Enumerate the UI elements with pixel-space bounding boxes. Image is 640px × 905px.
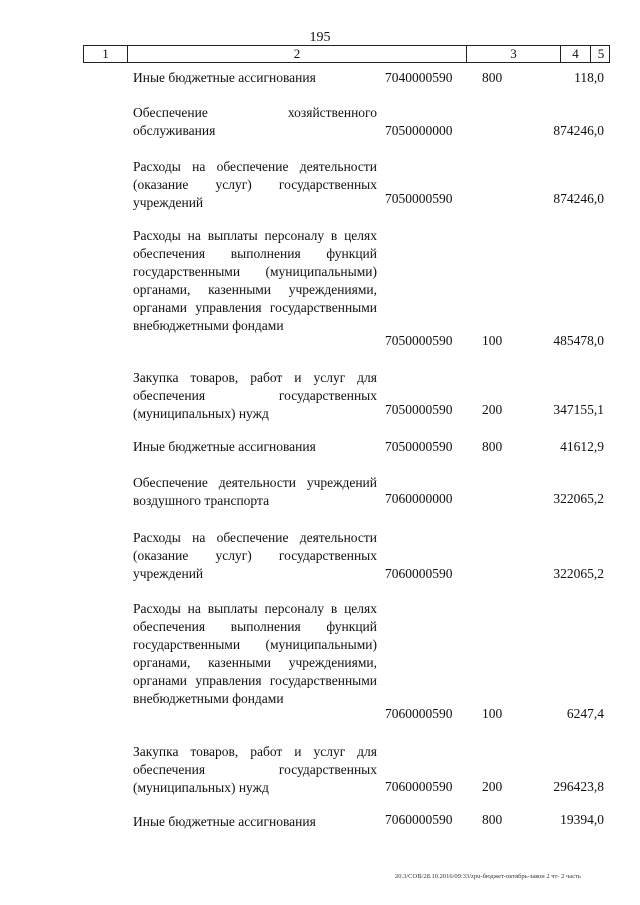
row-name: Расходы на выплаты персоналу в целях обеспечения выполнения функций государственными (муниципальными) органами, казенными учреждениями, органами управления государственными внебюджетными фондами (133, 228, 377, 333)
table-header (83, 45, 610, 63)
row-type: 100 (482, 706, 503, 721)
row-code: 7060000590 (385, 812, 453, 827)
row-name: Расходы на обеспечение деятельности (оказание услуг) государственных учреждений (133, 159, 377, 210)
row-code: 7050000000 (385, 123, 453, 138)
row-name: Закупка товаров, работ и услуг для обеспечения государственных (муниципальных) нужд (133, 370, 377, 421)
row-amount: 874246,0 (553, 123, 604, 138)
document-footer: 20.3/СОВ/28.10.2016/09:33/zpu-бюджет-октябрь-закон 2 чт- 2 часть (395, 873, 581, 880)
header-col-1: 1 (102, 46, 109, 61)
row-amount: 347155,1 (553, 402, 604, 417)
row-code: 7050000590 (385, 439, 453, 454)
header-col-5: 5 (590, 46, 611, 62)
row-type: 800 (482, 439, 503, 454)
row-code: 7060000590 (385, 779, 453, 794)
row-code: 7050000590 (385, 191, 453, 206)
row-amount: 296423,8 (553, 779, 604, 794)
row-name: Обеспечение хозяйственного обслуживания (133, 105, 377, 138)
header-col-4: 4 (560, 46, 590, 62)
row-type: 800 (482, 812, 503, 827)
header-col-3: 3 (466, 46, 560, 62)
row-code: 7060000590 (385, 706, 453, 721)
row-code: 7050000590 (385, 333, 453, 348)
row-amount: 874246,0 (553, 191, 604, 206)
row-code: 7060000000 (385, 491, 453, 506)
row-name: Закупка товаров, работ и услуг для обеспечения государственных (муниципальных) нужд (133, 744, 377, 795)
row-name: Расходы на обеспечение деятельности (оказание услуг) государственных учреждений (133, 530, 377, 581)
row-type: 200 (482, 779, 503, 794)
row-name: Иные бюджетные ассигнования (133, 70, 316, 85)
row-amount: 485478,0 (553, 333, 604, 348)
row-name: Иные бюджетные ассигнования (133, 439, 316, 454)
row-amount: 41612,9 (560, 439, 604, 454)
row-amount: 322065,2 (553, 566, 604, 581)
header-col-2: 2 (127, 46, 466, 62)
row-code: 7060000590 (385, 566, 453, 581)
row-name: Иные бюджетные ассигнования (133, 814, 316, 829)
row-amount: 322065,2 (553, 491, 604, 506)
row-amount: 6247,4 (566, 706, 604, 721)
row-name: Обеспечение деятельности учреждений воздушного транспорта (133, 475, 377, 508)
row-amount: 19394,0 (560, 812, 604, 827)
page-number: 195 (309, 30, 331, 45)
row-code: 7050000590 (385, 402, 453, 417)
row-name: Расходы на выплаты персоналу в целях обеспечения выполнения функций государственными (муниципальными) органами, казенными учреждениями, органами управления государственными внебюджетными фондами (133, 601, 377, 706)
row-type: 800 (482, 70, 503, 85)
row-code: 7040000590 (385, 70, 453, 85)
row-type: 200 (482, 402, 503, 417)
row-type: 100 (482, 333, 503, 348)
row-amount: 118,0 (574, 70, 604, 85)
